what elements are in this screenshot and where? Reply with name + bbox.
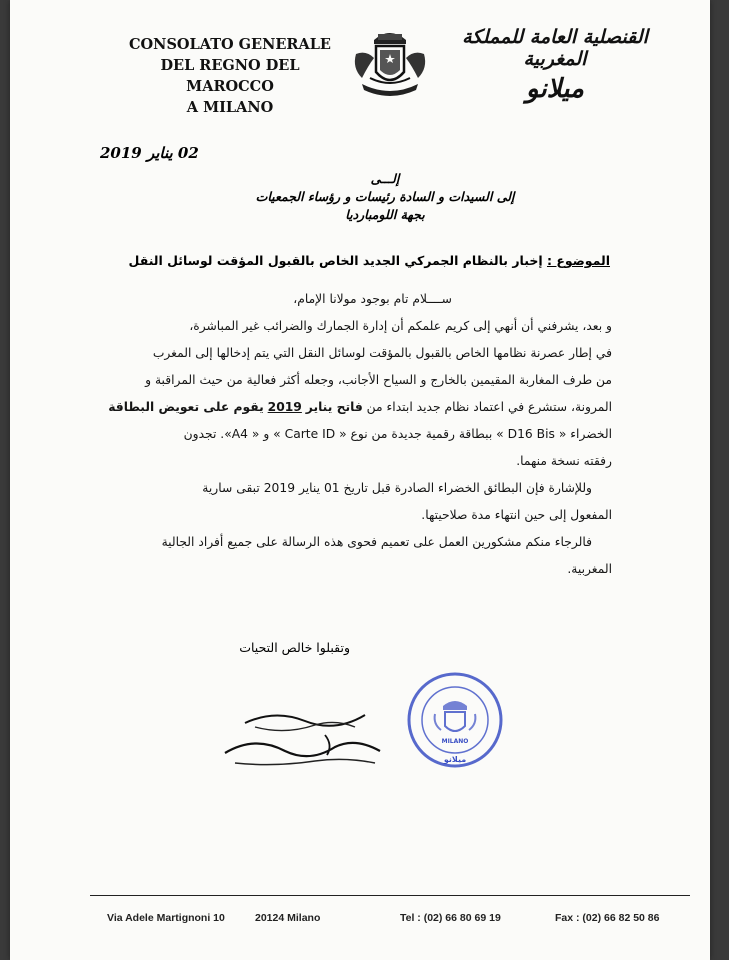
body-line: المفعول إلى حين انتهاء مدة صلاحيتها. <box>421 508 612 522</box>
footer-address: Via Adele Martignoni 10 <box>107 912 225 924</box>
addressee-line: إلى السيدات و السادة رئيسات و رؤساء الجمعيات <box>255 189 515 204</box>
letterhead-line-2: DEL REGNO DEL MAROCCO <box>160 57 300 95</box>
latin-letterhead <box>115 34 345 118</box>
footer-divider <box>90 895 690 896</box>
arabic-letterhead <box>450 26 660 104</box>
footer-city: 20124 Milano <box>255 912 321 924</box>
body-bold-year: 2019 <box>267 400 302 414</box>
addressee-block <box>210 170 560 224</box>
body-line: و بعد، يشرفني أن أنهي إلى كريم علمكم أن إدارة الجمارك والضرائب غير المباشرة، <box>189 319 612 333</box>
letterhead-line-1: CONSOLATO GENERALE <box>129 36 331 53</box>
stamp-bottom-text: ميلانو <box>443 755 467 764</box>
greeting: ســــلام تام بوجود مولانا الإمام، <box>293 292 452 306</box>
body-line: في إطار عصرنة نظامها الخاص بالقبول بالمؤقت لوسائل النقل التي يتم إدخالها إلى المغرب <box>152 346 612 360</box>
body-bold-text: يقوم على تعويض البطاقة <box>108 400 264 414</box>
subject-label: الموضوع : <box>546 253 610 268</box>
handwritten-signature <box>215 705 390 775</box>
body-line: المغربية. <box>567 562 612 576</box>
body-line: رفقته نسخة منهما. <box>516 454 612 468</box>
footer-fax: Fax : (02) 66 82 50 86 <box>555 912 660 924</box>
footer-phone: Tel : (02) 66 80 69 19 <box>400 912 501 924</box>
letter-date: 02 يناير 2019 <box>100 144 199 162</box>
body-line: وللإشارة فإن البطائق الخضراء الصادرة قبل تاريخ 01 يناير 2019 تبقى سارية <box>202 481 592 495</box>
addressee-to: إلـــى <box>370 171 400 186</box>
royal-coat-of-arms-icon <box>348 24 432 106</box>
addressee-region: بجهة اللومبارديا <box>345 207 425 222</box>
stamp-center-text: MILANO <box>441 738 469 745</box>
body-line: الخضراء « D16 Bis » ببطاقة رقمية جديدة من نوع « Carte ID » و « A4». تجدون <box>183 427 612 441</box>
letter-body <box>92 286 612 583</box>
body-text: المرونة، ستشرع في اعتماد نظام جديد ابتداء من <box>366 400 612 414</box>
body-line: فالرجاء منكم مشكورين العمل على تعميم فحوى هذه الرسالة على جميع أفراد الجالية <box>161 535 592 549</box>
body-line <box>92 394 612 421</box>
subject-line <box>129 253 610 268</box>
body-bold-date: فاتح يناير <box>305 400 363 414</box>
letter-page <box>10 0 710 960</box>
arabic-letterhead-line-2: ميلانو <box>526 74 584 104</box>
arabic-letterhead-line-1: القنصلية العامة للمملكة المغربية <box>462 26 648 70</box>
letterhead-line-3: A MILANO <box>186 99 274 116</box>
body-line: من طرف المغاربة المقيمين بالخارج و السياح الأجانب، وجعله أكثر فعالية من حيث المراقبة و <box>145 373 612 387</box>
closing-salutation: وتقبلوا خالص التحيات <box>239 640 350 655</box>
official-stamp <box>405 670 505 770</box>
subject-text: إخبار بالنظام الجمركي الجديد الخاص بالقبول المؤقت لوسائل النقل <box>128 253 543 268</box>
